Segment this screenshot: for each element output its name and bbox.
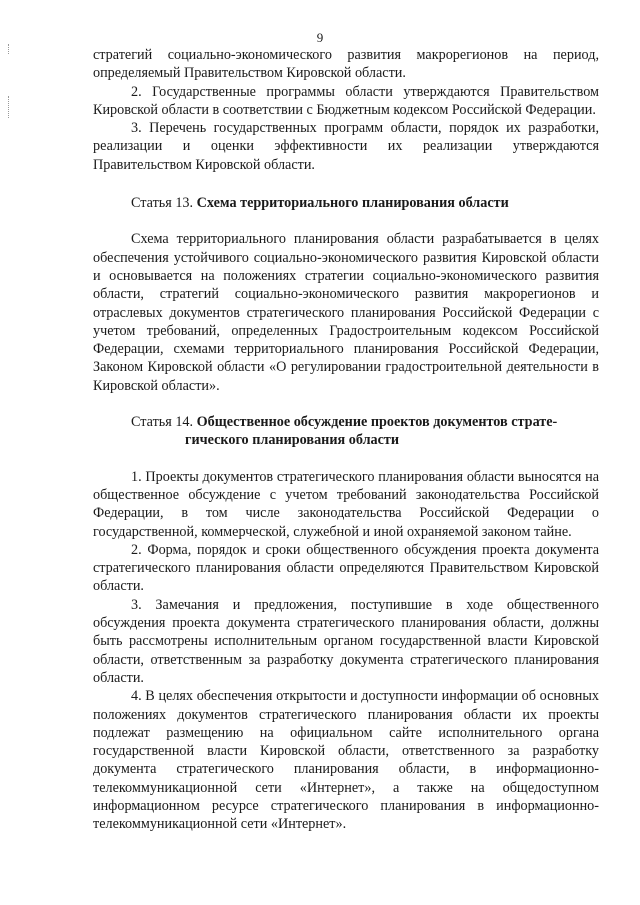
- page-number: 9: [316, 30, 324, 45]
- article-14-item: 4. В целях обеспечения открытости и доступности информации об основных положениях документов стратегического планирования области их проекты подлежат размещению на официальном сайте исполнительного органа государственной власти Кировской области, ответственного за разработку документа стратегического планирования области, в информационно-телекоммуникационной сети «Интернет», а также на общедоступном информационном ресурсе стратегического планирования в информационно-телекоммуникационной сети «Интернет».: [93, 688, 599, 833]
- paragraph: 3. Перечень государственных программ области, порядок их разработки, реализации и оценки эффективности их реализации утверждаются Правительством Кировской области.: [93, 120, 599, 173]
- article-14-item: 3. Замечания и предложения, поступившие в ходе общественного обсуждения проекта документа стратегического планирования области, должны быть рассмотрены исполнительным органом государственной власти Кировской области, ответственным за разработку документа стратегического планирования области.: [93, 596, 599, 686]
- article-14-item: 2. Форма, порядок и сроки общественного обсуждения проекта документа стратегического планирования области определяются Правительством Кировской области.: [93, 541, 599, 595]
- article-13-title: Схема территориального планирования области: [196, 195, 509, 212]
- article-14-title-line2: гического планирования области: [185, 432, 400, 449]
- article-14-prefix: Статья 14.: [131, 414, 194, 431]
- article-13-heading: [93, 194, 599, 212]
- margin-mark: [8, 96, 11, 118]
- article-14-title-line1: Общественное обсуждение проектов документов страте-: [196, 414, 558, 431]
- article-13-text: Схема территориального планирования области разрабатывается в целях обеспечения устойчивого социально-экономического развития Кировской области и основывается на положениях стратегии социально-экономического развития области, стратегий социально-экономического развития макрорегионов и отраслевых документов стратегического планирования Российской Федерации с учетом требований, определенных Градостроительным кодексом Российской Федерации, схемами территориального планирования Российской Федерации, Законом Кировской области «О регулировании градостроительной деятельности в Кировской области».: [93, 231, 599, 394]
- article-14-heading: [93, 413, 599, 431]
- margin-mark: [8, 44, 11, 54]
- article-14-item: 1. Проекты документов стратегического планирования области выносятся на общественное обсуждение с учетом требований законодательства Российской Федерации, в том числе законодательства Российской Федерации о государственной, коммерческой, служебной и иной охраняемой законом тайне.: [93, 468, 599, 540]
- document-body: [93, 46, 599, 834]
- paragraph: стратегий социально-экономического развития макрорегионов на период, определяемый Правительством Кировской области.: [93, 47, 599, 82]
- paragraph: 2. Государственные программы области утверждаются Правительством Кировской области в соответствии с Бюджетным кодексом Российской Федерации.: [93, 83, 599, 118]
- article-13-prefix: Статья 13.: [131, 195, 194, 212]
